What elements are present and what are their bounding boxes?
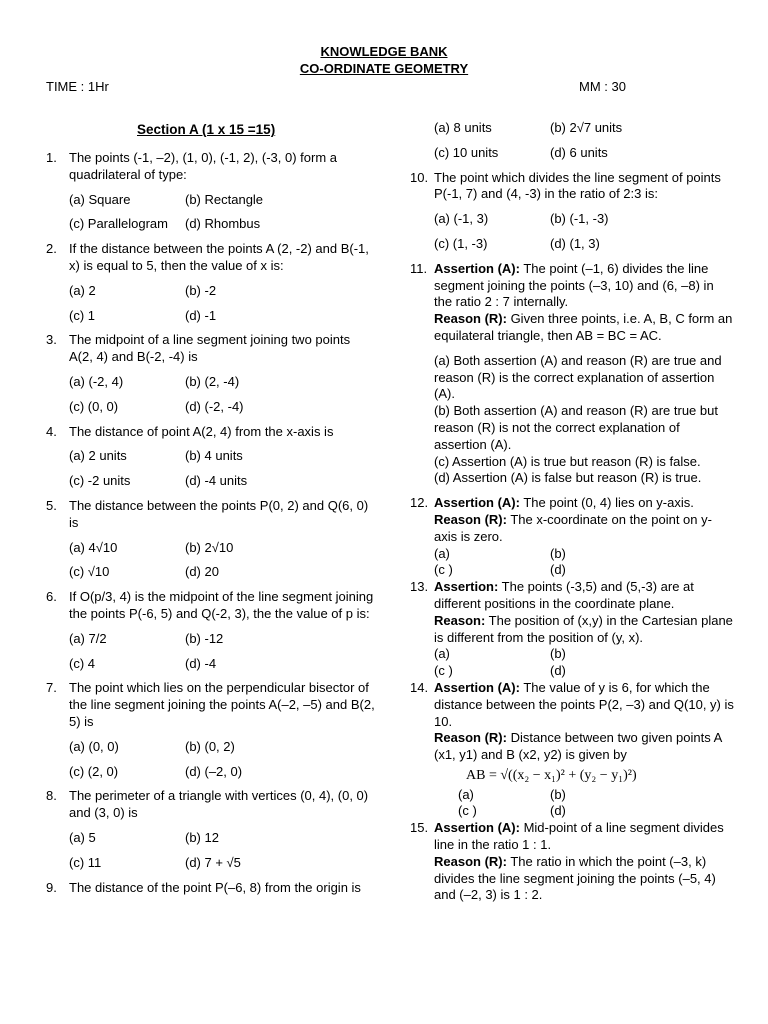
question-11 bbox=[410, 261, 735, 487]
assertion-text: Assertion (A): The value of y is 6, for which the distance between the points P(2, –3) and Q(10, y) is 10. bbox=[434, 679, 734, 729]
reason-text: Reason (R): Given three points, i.e. A, B, C form an equilateral triangle, then AB = BC = AC. bbox=[434, 311, 733, 343]
option-a: (a) (-2, 4) bbox=[69, 373, 124, 389]
option-c: (c) 11 bbox=[69, 854, 102, 870]
option-b: (b) Both assertion (A) and reason (R) are true but reason (R) is not the correct explanation of assertion (A). bbox=[434, 403, 718, 452]
option-d: (d) -4 units bbox=[185, 473, 248, 489]
question-number: 13. bbox=[410, 579, 429, 595]
option-b: (b) Rectangle bbox=[185, 191, 264, 207]
option-c: (c) 1 bbox=[69, 307, 95, 323]
option-d: (d) bbox=[550, 663, 566, 679]
question-number: 4. bbox=[46, 423, 57, 439]
option-c: (c) 10 units bbox=[434, 144, 499, 160]
section-heading: Section A (1 x 15 =15) bbox=[137, 122, 276, 137]
question-8 bbox=[46, 788, 376, 871]
question-number: 10. bbox=[410, 169, 429, 185]
question-text: The point which divides the line segment of points P(-1, 7) and (4, -3) in the ratio of 2:3 is: bbox=[434, 169, 721, 202]
option-a: (a) bbox=[434, 545, 450, 561]
option-b: (b) 2√10 bbox=[185, 539, 234, 555]
option-d: (d) -1 bbox=[185, 307, 217, 323]
question-14 bbox=[410, 680, 735, 820]
question-number: 1. bbox=[46, 150, 57, 165]
assertion-label: Assertion (A): bbox=[434, 260, 520, 276]
question-number: 5. bbox=[46, 497, 57, 513]
option-d: (d) 6 units bbox=[550, 144, 608, 160]
question-text: The distance between the points P(0, 2) and Q(6, 0) is bbox=[69, 497, 369, 530]
question-text: The distance of point A(2, 4) from the x-axis is bbox=[69, 423, 334, 439]
option-b: (b) (0, 2) bbox=[185, 738, 235, 754]
question-9 bbox=[46, 880, 376, 897]
max-marks-label: MM : 30 bbox=[579, 79, 626, 94]
question-7 bbox=[46, 680, 376, 780]
option-c: (c) √10 bbox=[69, 564, 110, 580]
option-c: (c ) bbox=[458, 803, 477, 819]
question-text: The distance of the point P(–6, 8) from the origin is bbox=[69, 879, 361, 895]
option-b: (b) 4 units bbox=[185, 448, 243, 464]
reason-label: Reason (R): bbox=[434, 853, 507, 869]
option-d: (d) Rhombus bbox=[185, 216, 261, 232]
option-d: (d) (–2, 0) bbox=[185, 763, 243, 779]
option-b: (b) bbox=[550, 786, 566, 802]
question-12 bbox=[410, 495, 735, 579]
option-a: (a) 7/2 bbox=[69, 630, 107, 646]
assertion-label: Assertion: bbox=[434, 579, 499, 595]
option-a: (a) Square bbox=[69, 191, 131, 207]
question-3 bbox=[46, 332, 376, 415]
option-d: (d) 7 + √5 bbox=[185, 854, 241, 870]
question-text: The point which lies on the perpendicular bisector of the line segment joining the points A(–2, –5) and B(2, 5) is bbox=[69, 680, 375, 729]
reason-text: Reason: The position of (x,y) in the Cartesian plane is different from the position of (y, x). bbox=[434, 612, 733, 645]
option-c: (c ) bbox=[434, 663, 453, 679]
option-b: (b) 2√7 units bbox=[550, 120, 623, 135]
reason-label: Reason: bbox=[434, 612, 486, 628]
question-number: 8. bbox=[46, 788, 57, 804]
assertion-label: Assertion (A): bbox=[434, 495, 520, 511]
option-b: (b) bbox=[550, 545, 566, 561]
assertion-text: Assertion (A): Mid-point of a line segment divides line in the ratio 1 : 1. bbox=[434, 820, 724, 853]
option-a: (a) 4√10 bbox=[69, 539, 118, 555]
option-c: (c) 4 bbox=[69, 655, 95, 671]
option-a: (a) (-1, 3) bbox=[434, 211, 489, 227]
option-d: (d) -4 bbox=[185, 655, 217, 671]
right-column bbox=[410, 120, 735, 904]
question-text: The points (-1, –2), (1, 0), (-1, 2), (-3, 0) form a quadrilateral of type: bbox=[69, 150, 338, 182]
assertion-text: Assertion (A): The point (–1, 6) divides the line segment joining the points (–3, 10) and (6, –8) in the ratio 2 : 7 internally. bbox=[434, 260, 714, 310]
question-number: 9. bbox=[46, 879, 57, 895]
question-number: 12. bbox=[410, 495, 429, 511]
page-subtitle: CO-ORDINATE GEOMETRY bbox=[299, 61, 469, 76]
option-c: (c) Assertion (A) is true but reason (R) is false. bbox=[434, 453, 701, 469]
option-a: (a) bbox=[458, 786, 474, 802]
reason-text: Reason (R): The ratio in which the point (–3, k) divides the line segment joining the points (–5, 4) and (–2, 3) is 1 : 2. bbox=[434, 853, 716, 903]
option-b: (b) -2 bbox=[185, 282, 217, 298]
question-text: If O(p/3, 4) is the midpoint of the line segment joining the points P(-6, 5) and Q(-2, 3), the the value of p is: bbox=[69, 589, 374, 621]
reason-label: Reason (R): bbox=[434, 511, 507, 527]
question-number: 14. bbox=[410, 679, 429, 695]
assertion-text: Assertion (A): The point (0, 4) lies on y-axis. bbox=[434, 495, 694, 511]
distance-formula: AB = √((x₂ − x₁)² + (y₂ − y₁)²) bbox=[466, 767, 637, 783]
assertion-text: Assertion: The points (-3,5) and (5,-3) are at different positions in the coordinate plane. bbox=[434, 579, 694, 611]
option-a: (a) 2 bbox=[69, 282, 96, 298]
question-text: The perimeter of a triangle with vertices (0, 4), (0, 0) and (3, 0) is bbox=[69, 788, 369, 821]
option-a: (a) bbox=[434, 646, 450, 662]
question-number: 11. bbox=[410, 260, 428, 276]
question-5 bbox=[46, 498, 376, 581]
question-number: 7. bbox=[46, 680, 57, 696]
question-2 bbox=[46, 241, 376, 324]
option-c: (c) (2, 0) bbox=[69, 763, 119, 779]
option-c: (c) (0, 0) bbox=[69, 398, 119, 414]
option-d: (d) bbox=[550, 562, 566, 578]
assertion-label: Assertion (A): bbox=[434, 820, 520, 836]
page-title: KNOWLEDGE BANK bbox=[320, 44, 448, 59]
reason-text: Reason (R): Distance between two given points A (x1, y1) and B (x2, y2) is given by bbox=[434, 730, 722, 763]
option-a: (a) (0, 0) bbox=[69, 738, 119, 754]
question-number: 6. bbox=[46, 589, 57, 605]
assertion-label: Assertion (A): bbox=[434, 679, 520, 695]
option-c: (c ) bbox=[434, 562, 453, 578]
question-text: The midpoint of a line segment joining two points A(2, 4) and B(-2, -4) is bbox=[69, 332, 351, 365]
option-d: (d) Assertion (A) is false but reason (R) is true. bbox=[434, 470, 702, 486]
question-text: If the distance between the points A (2, -2) and B(-1, x) is equal to 5, then the value of x is: bbox=[69, 241, 369, 273]
option-b: (b) bbox=[550, 646, 566, 662]
option-d: (d) 20 bbox=[185, 564, 219, 580]
option-b: (b) (2, -4) bbox=[185, 373, 240, 389]
time-label: TIME : 1Hr bbox=[46, 79, 109, 94]
reason-text: Reason (R): The x-coordinate on the point on y-axis is zero. bbox=[434, 511, 712, 544]
option-c: (c) (1, -3) bbox=[434, 235, 488, 251]
option-b: (b) -12 bbox=[185, 630, 224, 646]
option-d: (d) bbox=[550, 803, 566, 819]
option-a: (a) 5 bbox=[69, 829, 96, 845]
question-number: 2. bbox=[46, 241, 57, 257]
question-15 bbox=[410, 820, 735, 904]
question-13 bbox=[410, 579, 735, 680]
question-4 bbox=[46, 424, 376, 490]
option-c: (c) Parallelogram bbox=[69, 216, 168, 232]
option-d: (d) (-2, -4) bbox=[185, 398, 244, 414]
option-b: (b) 12 bbox=[185, 829, 219, 845]
question-6 bbox=[46, 589, 376, 672]
question-1 bbox=[46, 150, 376, 233]
question-9-options bbox=[410, 120, 735, 162]
question-number: 15. bbox=[410, 820, 429, 836]
left-column bbox=[46, 150, 376, 896]
reason-label: Reason (R): bbox=[434, 311, 507, 327]
question-10 bbox=[410, 170, 735, 253]
option-b: (b) (-1, -3) bbox=[550, 211, 609, 227]
question-number: 3. bbox=[46, 332, 57, 348]
option-a: (a) Both assertion (A) and reason (R) are true and reason (R) is the correct explanation of assertion (A). bbox=[434, 352, 722, 402]
option-a: (a) 2 units bbox=[69, 448, 127, 464]
option-a: (a) 8 units bbox=[434, 120, 492, 135]
reason-label: Reason (R): bbox=[434, 730, 507, 746]
option-c: (c) -2 units bbox=[69, 473, 131, 489]
option-d: (d) (1, 3) bbox=[550, 235, 600, 251]
